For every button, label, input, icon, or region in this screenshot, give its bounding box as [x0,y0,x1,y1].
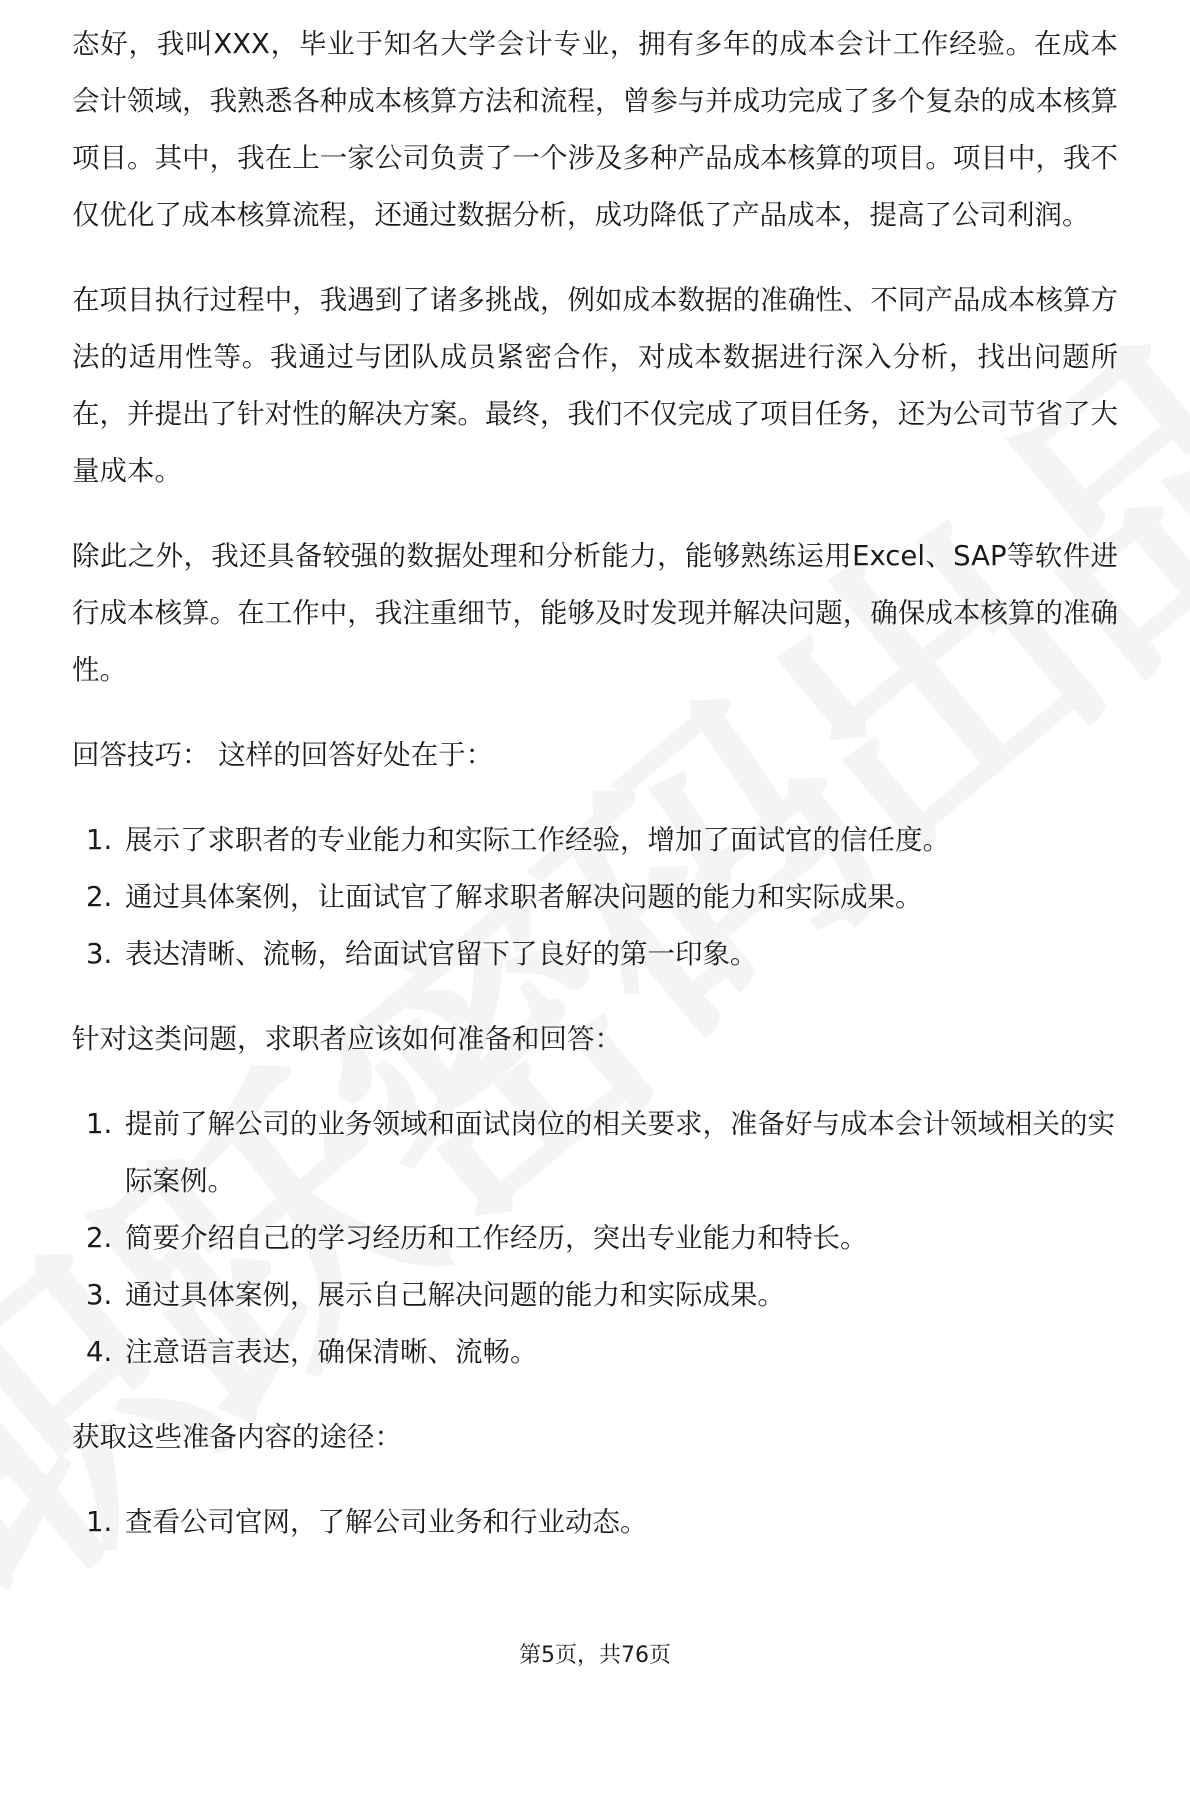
list-number: 4. [86,1336,113,1368]
list-number: 1. [86,824,113,856]
tips-heading: 回答技巧： 这样的回答好处在于： [72,739,494,771]
list-item [72,1324,1118,1381]
paragraph-skills: 除此之外，我还具备较强的数据处理和分析能力，能够熟练运用Excel、SAP等软件进行成本核算。在工作中，我注重细节，能够及时发现并解决问题，确保成本核算的准确性。 [72,540,1118,686]
list-item [72,1210,1118,1267]
list-number: 2. [86,881,113,913]
list-item [72,1096,1118,1210]
list-item [72,1494,1118,1551]
page-content [72,30,1118,1579]
prep-heading: 针对这类问题，求职者应该如何准备和回答： [72,1023,622,1055]
list-text: 注意语言表达，确保清晰、流畅。 [125,1336,538,1368]
list-item [72,926,1118,983]
page-footer: 第5页，共76页 [519,1643,671,1668]
list-text: 通过具体案例，展示自己解决问题的能力和实际成果。 [125,1279,785,1311]
paragraph-challenges: 在项目执行过程中，我遇到了诸多挑战，例如成本数据的准确性、不同产品成本核算方法的适用性等。我通过与团队成员紧密合作，对成本数据进行深入分析，找出问题所在，并提出了针对性的解决方案。最终，我们不仅完成了项目任务，还为公司节省了大量成本。 [72,284,1118,487]
list-number: 3. [86,1279,113,1311]
prep-list [72,1096,1118,1381]
list-number: 3. [86,938,113,970]
list-item [72,869,1118,926]
list-text: 查看公司官网，了解公司业务和行业动态。 [125,1506,648,1538]
list-text: 提前了解公司的业务领域和面试岗位的相关要求，准备好与成本会计领域相关的实际案例。 [125,1108,1115,1197]
list-text: 展示了求职者的专业能力和实际工作经验，增加了面试官的信任度。 [125,824,950,856]
sources-heading: 获取这些准备内容的途径： [72,1421,402,1453]
paragraph-intro: 态好，我叫XXX，毕业于知名大学会计专业，拥有多年的成本会计工作经验。在成本会计领域，我熟悉各种成本核算方法和流程，曾参与并成功完成了多个复杂的成本核算项目。其中，我在上一家公司负责了一个涉及多种产品成本核算的项目。项目中，我不仅优化了成本核算流程，还通过数据分析，成功降低了产品成本，提高了公司利润。 [72,28,1118,231]
list-number: 1. [86,1108,113,1140]
tips-list [72,812,1118,983]
list-text: 简要介绍自己的学习经历和工作经历，突出专业能力和特长。 [125,1222,868,1254]
list-number: 1. [86,1506,113,1538]
list-item [72,1267,1118,1324]
list-item [72,812,1118,869]
list-text: 通过具体案例，让面试官了解求职者解决问题的能力和实际成果。 [125,881,923,913]
list-text: 表达清晰、流畅，给面试官留下了良好的第一印象。 [125,938,758,970]
list-number: 2. [86,1222,113,1254]
sources-list [72,1494,1118,1551]
